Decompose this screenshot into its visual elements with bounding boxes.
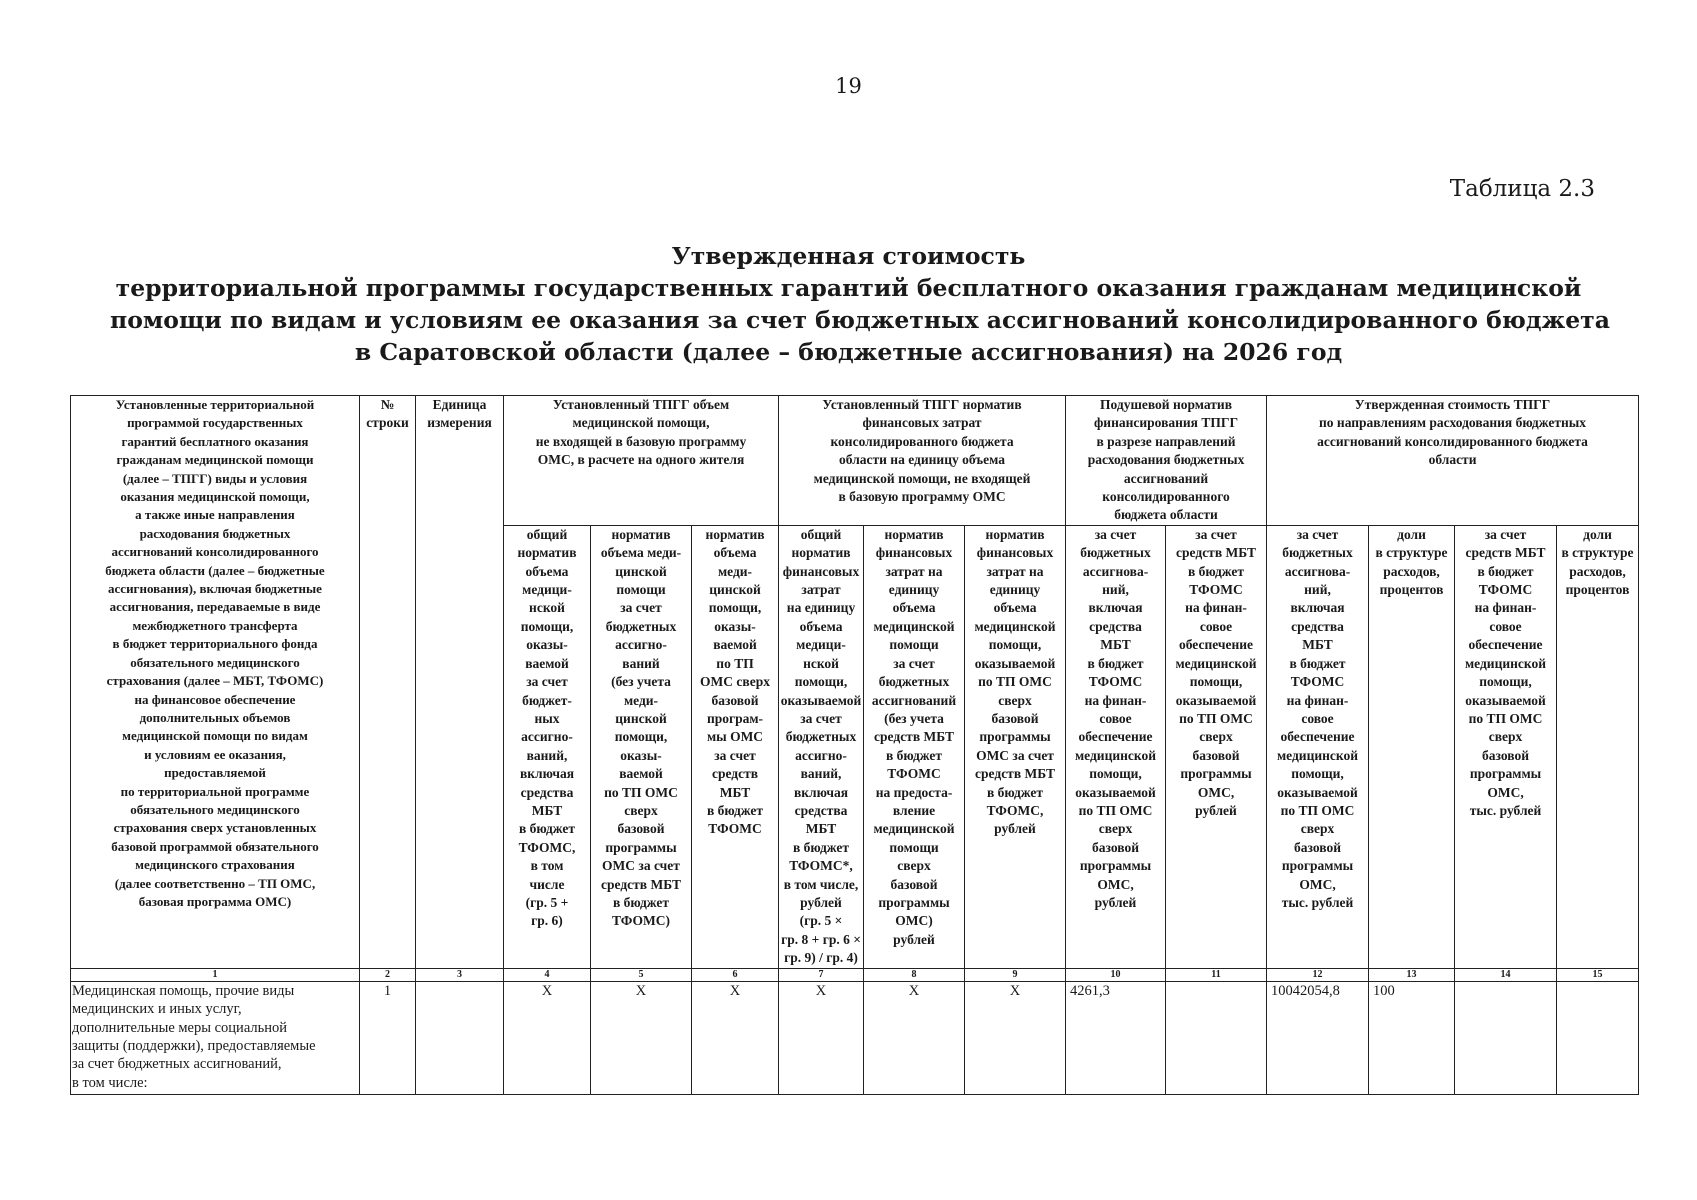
subheader-col-6: норматив объема меди- цинской помощи, оказы- ваемой по ТП ОМС сверх базовой програм- мы ОМС за счет средств МБТ в бюджет ТФОМС	[692, 525, 779, 968]
subheader-col-14: за счет средств МБТ в бюджет ТФОМС на финан- совое обеспечение медицинской помощи, оказываемой по ТП ОМС сверх базовой программы ОМС, тыс. рублей	[1455, 525, 1557, 968]
subheader-col-5: норматив объема меди- цинской помощи за счет бюджетных ассигно- ваний (без учета меди- цинской помощи, оказы- ваемой по ТП ОМС сверх базовой программы ОМС за счет средств МБТ в бюджет ТФОМС)	[591, 525, 692, 968]
column-number: 6	[692, 968, 779, 981]
column-number: 9	[965, 968, 1066, 981]
cell-col-7: Х	[779, 981, 864, 1094]
column-number: 15	[1557, 968, 1639, 981]
row-line-number: 1	[360, 981, 416, 1094]
column-number: 7	[779, 968, 864, 981]
cell-col-15	[1557, 981, 1639, 1094]
subheader-col-9: норматив финансовых затрат на единицу объема медицинской помощи, оказываемой по ТП ОМС сверх базовой программы ОМС за счет средств МБТ в бюджет ТФОМС, рублей	[965, 525, 1066, 968]
header-unit: Единица измерения	[416, 396, 504, 969]
subheader-col-8: норматив финансовых затрат на единицу объема медицинской помощи за счет бюджетных ассигнований (без учета средств МБТ в бюджет ТФОМС на предоста- вление медицинской помощи сверх базовой программы ОМС) рублей	[864, 525, 965, 968]
column-number: 11	[1166, 968, 1267, 981]
cell-col-14	[1455, 981, 1557, 1094]
column-number: 1	[71, 968, 360, 981]
cost-table	[70, 395, 1639, 1095]
header-group-row	[71, 396, 1639, 526]
header-group-approved-cost: Утвержденная стоимость ТПГГ по направлениям расходования бюджетных ассигнований консолидированного бюджета области	[1267, 396, 1639, 526]
cell-col-9: Х	[965, 981, 1066, 1094]
row-description: Медицинская помощь, прочие виды медицинских и иных услуг, дополнительные меры социальной защиты (поддержки), предоставляемые за счет бюджетных ассигнований, в том числе:	[71, 981, 360, 1094]
header-group-per-capita: Подушевой норматив финансирования ТПГГ в разрезе направлений расходования бюджетных ассигнований консолидированного бюджета области	[1066, 396, 1267, 526]
header-group-cost-norm: Установленный ТПГГ норматив финансовых затрат консолидированного бюджета области на единицу объема медицинской помощи, не входящей в базовую программу ОМС	[779, 396, 1066, 526]
subheader-col-4: общий норматив объема медици- нской помощи, оказы- ваемой за счет бюджет- ных ассигно- ваний, включая средства МБТ в бюджет ТФОМС, в том числе (гр. 5 + гр. 6)	[504, 525, 591, 968]
header-conditions: Установленные территориальной программой государственных гарантий бесплатного оказания гражданам медицинской помощи (далее – ТПГГ) виды и условия оказания медицинской помощи, а также иные направления расходования бюджетных ассигнований консолидированного бюджета области (далее – бюджетные ассигнования), включая бюджетные ассигнования, передаваемые в виде межбюджетного трансферта в бюджет территориального фонда обязательного медицинского страхования (далее – МБТ, ТФОМС) на финансовое обеспечение дополнительных объемов медицинской помощи по видам и условиям ее оказания, предоставляемой по территориальной программе обязательного медицинского страхования сверх установленных базовой программой обязательного медицинского страхования (далее соответственно – ТП ОМС, базовая программа ОМС)	[71, 396, 360, 969]
page-number: 19	[835, 74, 862, 98]
column-number: 2	[360, 968, 416, 981]
subheader-col-15: доли в структуре расходов, процентов	[1557, 525, 1639, 968]
title-line: помощи по видам и условиям ее оказания за счет бюджетных ассигнований консолидированного бюджета	[110, 306, 1610, 334]
subheader-col-7: общий норматив финансовых затрат на единицу объема медици- нской помощи, оказываемой за счет бюджетных ассигно- ваний, включая средства МБТ в бюджет ТФОМС*, в том числе, рублей (гр. 5 × гр. 8 + гр. 6 × гр. 9) / гр. 4)	[779, 525, 864, 968]
column-number: 5	[591, 968, 692, 981]
column-number: 4	[504, 968, 591, 981]
header-group-volume: Установленный ТПГГ объем медицинской помощи, не входящей в базовую программу ОМС, в расчете на одного жителя	[504, 396, 779, 526]
cell-col-6: Х	[692, 981, 779, 1094]
cell-col-8: Х	[864, 981, 965, 1094]
title-line: Утвержденная стоимость	[671, 242, 1026, 270]
title-line: территориальной программы государственных гарантий бесплатного оказания гражданам медицинской	[115, 274, 1582, 302]
cell-col-5: Х	[591, 981, 692, 1094]
table-label: Таблица 2.3	[1449, 176, 1595, 202]
header-line-number: № строки	[360, 396, 416, 969]
cell-col-12: 10042054,8	[1267, 981, 1369, 1094]
column-number: 3	[416, 968, 504, 981]
document-title	[110, 240, 1610, 368]
cell-col-10: 4261,3	[1066, 981, 1166, 1094]
cell-col-11	[1166, 981, 1267, 1094]
cell-col-13: 100	[1369, 981, 1455, 1094]
column-number-row	[71, 968, 1639, 981]
subheader-col-10: за счет бюджетных ассигнова- ний, включая средства МБТ в бюджет ТФОМС на финан- совое обеспечение медицинской помощи, оказываемой по ТП ОМС сверх базовой программы ОМС, рублей	[1066, 525, 1166, 968]
column-number: 10	[1066, 968, 1166, 981]
table-row	[71, 981, 1639, 1094]
row-unit	[416, 981, 504, 1094]
title-line: в Саратовской области (далее – бюджетные ассигнования) на 2026 год	[354, 338, 1343, 366]
subheader-col-13: доли в структуре расходов, процентов	[1369, 525, 1455, 968]
column-number: 8	[864, 968, 965, 981]
column-number: 13	[1369, 968, 1455, 981]
column-number: 12	[1267, 968, 1369, 981]
cell-col-4: Х	[504, 981, 591, 1094]
subheader-col-12: за счет бюджетных ассигнова- ний, включая средства МБТ в бюджет ТФОМС на финан- совое обеспечение медицинской помощи, оказываемой по ТП ОМС сверх базовой программы ОМС, тыс. рублей	[1267, 525, 1369, 968]
column-number: 14	[1455, 968, 1557, 981]
subheader-col-11: за счет средств МБТ в бюджет ТФОМС на финан- совое обеспечение медицинской помощи, оказываемой по ТП ОМС сверх базовой программы ОМС, рублей	[1166, 525, 1267, 968]
